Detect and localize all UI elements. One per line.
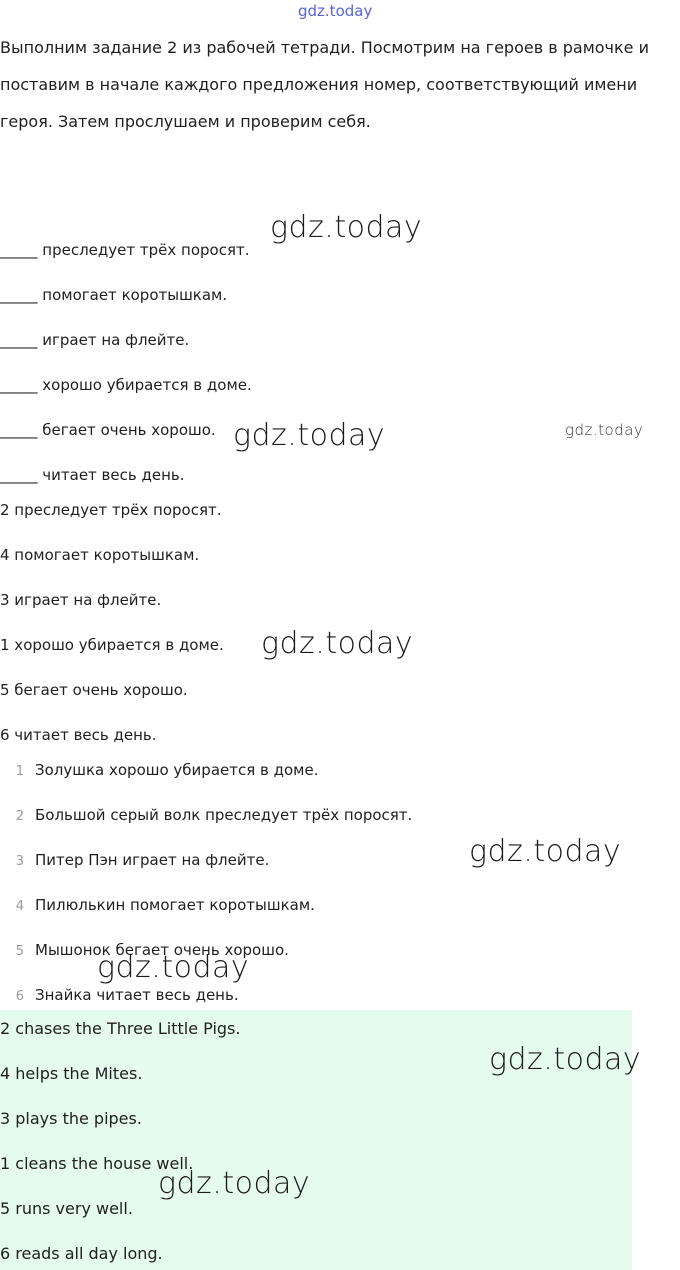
blank-marker: _____ xyxy=(0,241,38,259)
exercise-line xyxy=(0,330,189,350)
watermark: gdz.today xyxy=(489,1042,642,1077)
english-line: 4 helps the Mites. xyxy=(0,1064,143,1083)
list-number: 3 xyxy=(15,854,24,869)
exercise-line xyxy=(0,465,185,485)
english-line: 6 reads all day long. xyxy=(0,1244,163,1263)
exercise-text: хорошо убирается в доме. xyxy=(42,376,252,394)
list-item xyxy=(0,850,269,872)
answer-line: 2 преследует трёх поросят. xyxy=(0,501,222,519)
list-number: 5 xyxy=(15,944,24,959)
blank-marker: _____ xyxy=(0,466,38,484)
exercise-text: преследует трёх поросят. xyxy=(42,241,250,259)
list-text: Большой серый волк преследует трёх поросят. xyxy=(35,806,413,824)
top-watermark: gdz.today xyxy=(298,2,373,20)
blank-marker: _____ xyxy=(0,331,38,349)
list-number: 6 xyxy=(15,989,24,1004)
watermark: gdz.today xyxy=(469,834,622,869)
list-item xyxy=(0,760,319,782)
exercise-line xyxy=(0,420,216,440)
answer-line: 6 читает весь день. xyxy=(0,726,157,744)
watermark: gdz.today xyxy=(270,210,423,245)
list-item xyxy=(0,895,315,917)
answer-line: 4 помогает коротышкам. xyxy=(0,546,200,564)
list-text: Мышонок бегает очень хорошо. xyxy=(35,941,289,959)
list-text: Знайка читает весь день. xyxy=(35,986,239,1004)
watermark: gdz.today xyxy=(565,421,644,439)
answer-line: 1 хорошо убирается в доме. xyxy=(0,636,224,654)
list-item xyxy=(0,805,412,827)
list-number: 4 xyxy=(15,899,24,914)
answer-line: 3 играет на флейте. xyxy=(0,591,162,609)
english-line: 1 cleans the house well. xyxy=(0,1154,194,1173)
blank-marker: _____ xyxy=(0,421,38,439)
list-text: Пилюлькин помогает коротышкам. xyxy=(35,896,315,914)
exercise-text: играет на флейте. xyxy=(42,331,190,349)
watermark: gdz.today xyxy=(97,950,250,985)
exercise-line xyxy=(0,285,227,305)
list-item xyxy=(0,985,239,1007)
exercise-line xyxy=(0,240,249,260)
blank-marker: _____ xyxy=(0,376,38,394)
exercise-text: читает весь день. xyxy=(42,466,185,484)
watermark: gdz.today xyxy=(158,1166,311,1201)
watermark: gdz.today xyxy=(233,418,386,453)
exercise-text: помогает коротышкам. xyxy=(42,286,228,304)
list-number: 2 xyxy=(15,809,24,824)
list-text: Золушка хорошо убирается в доме. xyxy=(35,761,319,779)
exercise-line xyxy=(0,375,252,395)
watermark: gdz.today xyxy=(261,626,414,661)
intro-paragraph: Выполним задание 2 из рабочей тетради. Посмотрим на героев в рамочке и поставим в начале каждого предложения номер, соответствующий имени героя. Затем прослушаем и проверим себя. xyxy=(0,38,649,131)
answer-line: 5 бегает очень хорошо. xyxy=(0,681,188,699)
exercise-text: бегает очень хорошо. xyxy=(42,421,216,439)
english-line: 2 chases the Three Little Pigs. xyxy=(0,1019,241,1038)
blank-marker: _____ xyxy=(0,286,38,304)
english-line: 5 runs very well. xyxy=(0,1199,133,1218)
english-line: 3 plays the pipes. xyxy=(0,1109,142,1128)
list-text: Питер Пэн играет на флейте. xyxy=(35,851,270,869)
list-number: 1 xyxy=(15,764,24,779)
